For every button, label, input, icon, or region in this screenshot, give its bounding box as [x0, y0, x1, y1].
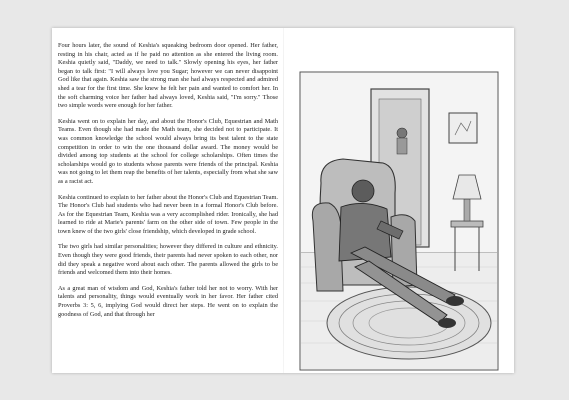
paragraph-2: Keshia went on to explain her day, and about the Honor's Club, Equestrian and Math Teams. Even though she had made the Math team, she decided not to participate. It was common knowledge the school would always bring its best talent to the state competition in order to win the one thousand dollar award. The money would be divided among top students at the school for college scholarships. Often times the scholarships would go to students whose parents were friends of the principal. Keshia was not going to let them reap the benefits of her talents, especially from what she saw as a racist act. [58, 117, 278, 185]
armchair-left-arm [312, 203, 343, 291]
paragraph-4: The two girls had similar personalities; however they differed in culture and ethnicity. Even though they were good friends, their parents had never spoken to each other, nor did they speak a negative word about each other. The parents allowed the girls to be friends and welcomed them into their homes. [58, 243, 278, 277]
paragraph-3: Keshia continued to explain to her father about the Honor's Club and Equestrian Team. The Honor's Club had students who had never been in a formal Honor's Club before. As for the Equestrian Team, Keshia was a very accomplished rider. Ironically, she had learned to ride at Marie's parents' farm on the other side of town. Few people in the town knew of the two girls' close friendship, which developed in grade school. [58, 193, 278, 235]
paragraph-1: Four hours later, the sound of Keshia's squeaking bedroom door opened. Her father, resting in his chair, acted as if he paid no attention as she entered the living room. Keshia quietly said, "Daddy, we need to talk." Slowly opening his eyes, her father began to talk first: "I will always love you Sugar; however we can never disappoint God like that again. Keshia saw the strong man she had always respected and admired shed a tear for the first time. She knew he felt her pain and wanted to comfort her. In the soft charming voice her father had always loved, Keshia said, "I'm sorry." Those two simple words were enough for her father. [58, 42, 278, 110]
girl-head [397, 128, 407, 138]
pencil-illustration [299, 71, 499, 371]
man-shoe-2 [438, 318, 456, 328]
lamp-base [464, 199, 470, 221]
wall-picture [449, 113, 477, 143]
man-head [352, 180, 374, 202]
girl-body [397, 138, 407, 154]
side-table-top [451, 221, 483, 227]
illustration-drawing [299, 71, 499, 371]
book-spread [52, 28, 514, 373]
man-shoe-1 [446, 296, 464, 306]
left-page-text [58, 42, 278, 326]
book-spine [283, 28, 284, 373]
paragraph-5: As a great man of wisdom and God, Keshia's father told her not to worry. With her talents and personality, things would eventually work in her favor. Her father cited Proverbs 3: 5, 6, implying God would direct her steps. He went on to explain the goodness of God, and that through her [58, 284, 278, 318]
